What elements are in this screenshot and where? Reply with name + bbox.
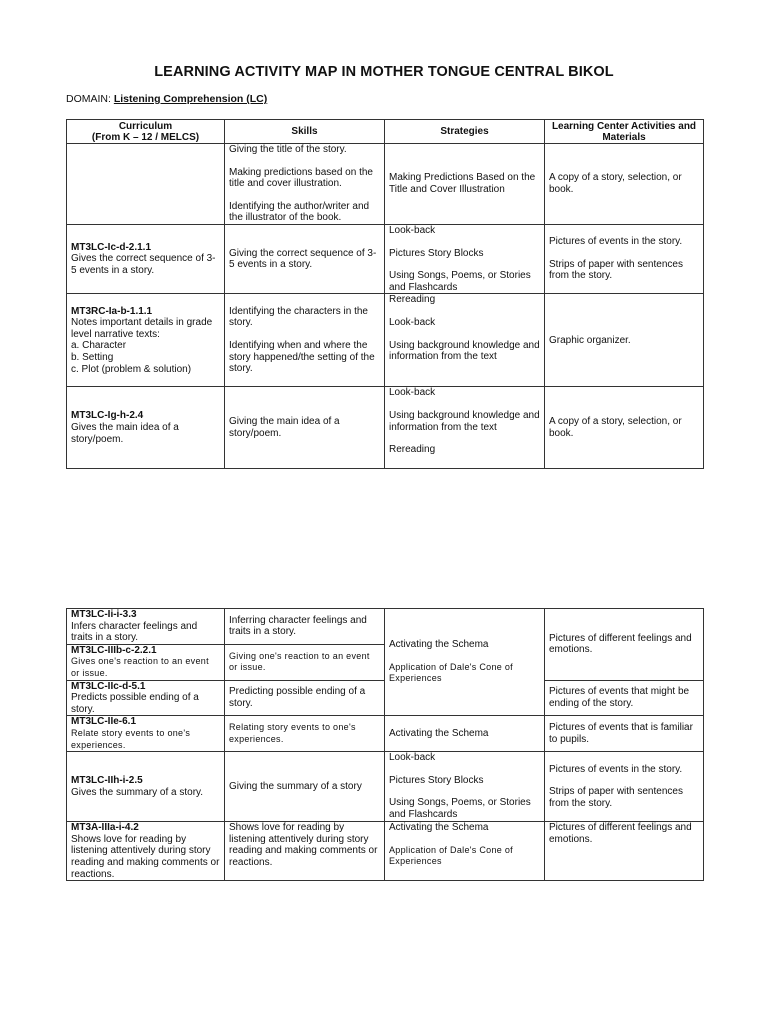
curriculum-cell: MT3LC-Ic-d-2.1.1 Gives the correct sequence of 3-5 events in a story. xyxy=(67,225,225,294)
strategies-cell: Activating the Schema Application of Dale's Cone of Experiences xyxy=(385,822,545,881)
competency-code: MT3LC-IIh-i-2.5 xyxy=(71,775,143,787)
skills-cell: Giving the summary of a story xyxy=(225,752,385,822)
curriculum-cell: MT3LC-Ig-h-2.4 Gives the main idea of a story/poem. xyxy=(67,387,225,469)
header-strategies: Strategies xyxy=(385,120,545,144)
header-activities: Learning Center Activities and Materials xyxy=(545,120,704,144)
table-row xyxy=(67,294,704,387)
curriculum-cell: MT3LC-IIh-i-2.5 Gives the summary of a story. xyxy=(67,752,225,822)
strategies-cell: Making Predictions Based on the Title and Cover Illustration xyxy=(385,144,545,225)
curriculum-cell: MT3LC-IIIb-c-2.2.1 Gives one's reaction to an event or issue. xyxy=(67,644,225,680)
activities-cell: Pictures of events in the story. Strips of paper with sentences from the story. xyxy=(545,225,704,294)
table-row xyxy=(67,716,704,752)
activities-cell: Pictures of events that might be ending of the story. xyxy=(545,680,704,716)
competency-code: MT3LC-IIIb-c-2.2.1 xyxy=(71,644,157,656)
domain-value: Listening Comprehension (LC) xyxy=(113,93,268,105)
header-curriculum: Curriculum (From K – 12 / MELCS) xyxy=(67,120,225,144)
strategies-cell: Activating the Schema xyxy=(385,716,545,752)
skills-cell: Identifying the characters in the story. Identifying when and where the story happened/the setting of the story. xyxy=(225,294,385,387)
activities-cell: Pictures of different feelings and emotions. xyxy=(545,822,704,881)
activities-cell: Pictures of events in the story. Strips of paper with sentences from the story. xyxy=(545,752,704,822)
curriculum-cell: MT3LC-Ii-i-3.3 Infers character feelings and traits in a story. xyxy=(67,609,225,645)
page-title: LEARNING ACTIVITY MAP IN MOTHER TONGUE CENTRAL BIKOL xyxy=(154,64,614,80)
activities-cell: Graphic organizer. xyxy=(545,294,704,387)
curriculum-cell: MT3LC-IIe-6.1 Relate story events to one's experiences. xyxy=(67,716,225,752)
strategies-cell: Look-back Using background knowledge and information from the text Rereading xyxy=(385,387,545,469)
activities-cell: Pictures of different feelings and emotions. xyxy=(545,609,704,681)
header-skills: Skills xyxy=(225,120,385,144)
skills-cell: Inferring character feelings and traits in a story. xyxy=(225,609,385,645)
learning-activity-table-2 xyxy=(66,608,704,881)
curriculum-cell: MT3RC-Ia-b-1.1.1 Notes important details in grade level narrative texts: a. Character b. Setting c. Plot (problem & solution) xyxy=(67,294,225,387)
strategies-cell: Rereading Look-back Using background knowledge and information from the text xyxy=(385,294,545,387)
table-row xyxy=(67,752,704,822)
skills-cell: Giving the title of the story. Making predictions based on the title and cover illustration. Identifying the author/writer and the illustrator of the book. xyxy=(225,144,385,225)
skills-cell: Relating story events to one's experiences. xyxy=(225,716,385,752)
skills-cell: Predicting possible ending of a story. xyxy=(225,680,385,716)
activities-cell: A copy of a story, selection, or book. xyxy=(545,144,704,225)
curriculum-cell: MT3A-IIIa-i-4.2 Shows love for reading by listening attentively during story reading and making comments or reactions. xyxy=(67,822,225,881)
skills-cell: Giving one's reaction to an event or issue. xyxy=(225,644,385,680)
competency-code: MT3RC-Ia-b-1.1.1 xyxy=(71,305,153,317)
domain-line xyxy=(66,93,267,105)
strategies-cell: Look-back Pictures Story Blocks Using Songs, Poems, or Stories and Flashcards xyxy=(385,225,545,294)
competency-code: MT3A-IIIa-i-4.2 xyxy=(71,822,139,834)
strategies-cell: Look-back Pictures Story Blocks Using Songs, Poems, or Stories and Flashcards xyxy=(385,752,545,822)
skills-cell: Shows love for reading by listening attentively during story reading and making comments or reactions. xyxy=(225,822,385,881)
skills-cell: Giving the correct sequence of 3-5 events in a story. xyxy=(225,225,385,294)
curriculum-cell: MT3LC-IIc-d-5.1 Predicts possible ending of a story. xyxy=(67,680,225,716)
skills-cell: Giving the main idea of a story/poem. xyxy=(225,387,385,469)
domain-label: DOMAIN: xyxy=(66,93,111,105)
competency-code: MT3LC-Ig-h-2.4 xyxy=(71,410,144,422)
activities-cell: Pictures of events that is familiar to pupils. xyxy=(545,716,704,752)
competency-code: MT3LC-IIc-d-5.1 xyxy=(71,680,146,692)
learning-activity-table-1 xyxy=(66,119,704,469)
table-row xyxy=(67,225,704,294)
competency-code: MT3LC-Ii-i-3.3 xyxy=(71,609,137,620)
activities-cell: A copy of a story, selection, or book. xyxy=(545,387,704,469)
curriculum-cell xyxy=(67,144,225,225)
table-row xyxy=(67,387,704,469)
table-header-row xyxy=(67,120,704,144)
table-row xyxy=(67,144,704,225)
competency-code: MT3LC-IIe-6.1 xyxy=(71,716,137,728)
strategies-cell: Activating the Schema Application of Dale's Cone of Experiences xyxy=(385,609,545,716)
table-row xyxy=(67,822,704,881)
competency-code: MT3LC-Ic-d-2.1.1 xyxy=(71,241,152,253)
table-row xyxy=(67,609,704,645)
